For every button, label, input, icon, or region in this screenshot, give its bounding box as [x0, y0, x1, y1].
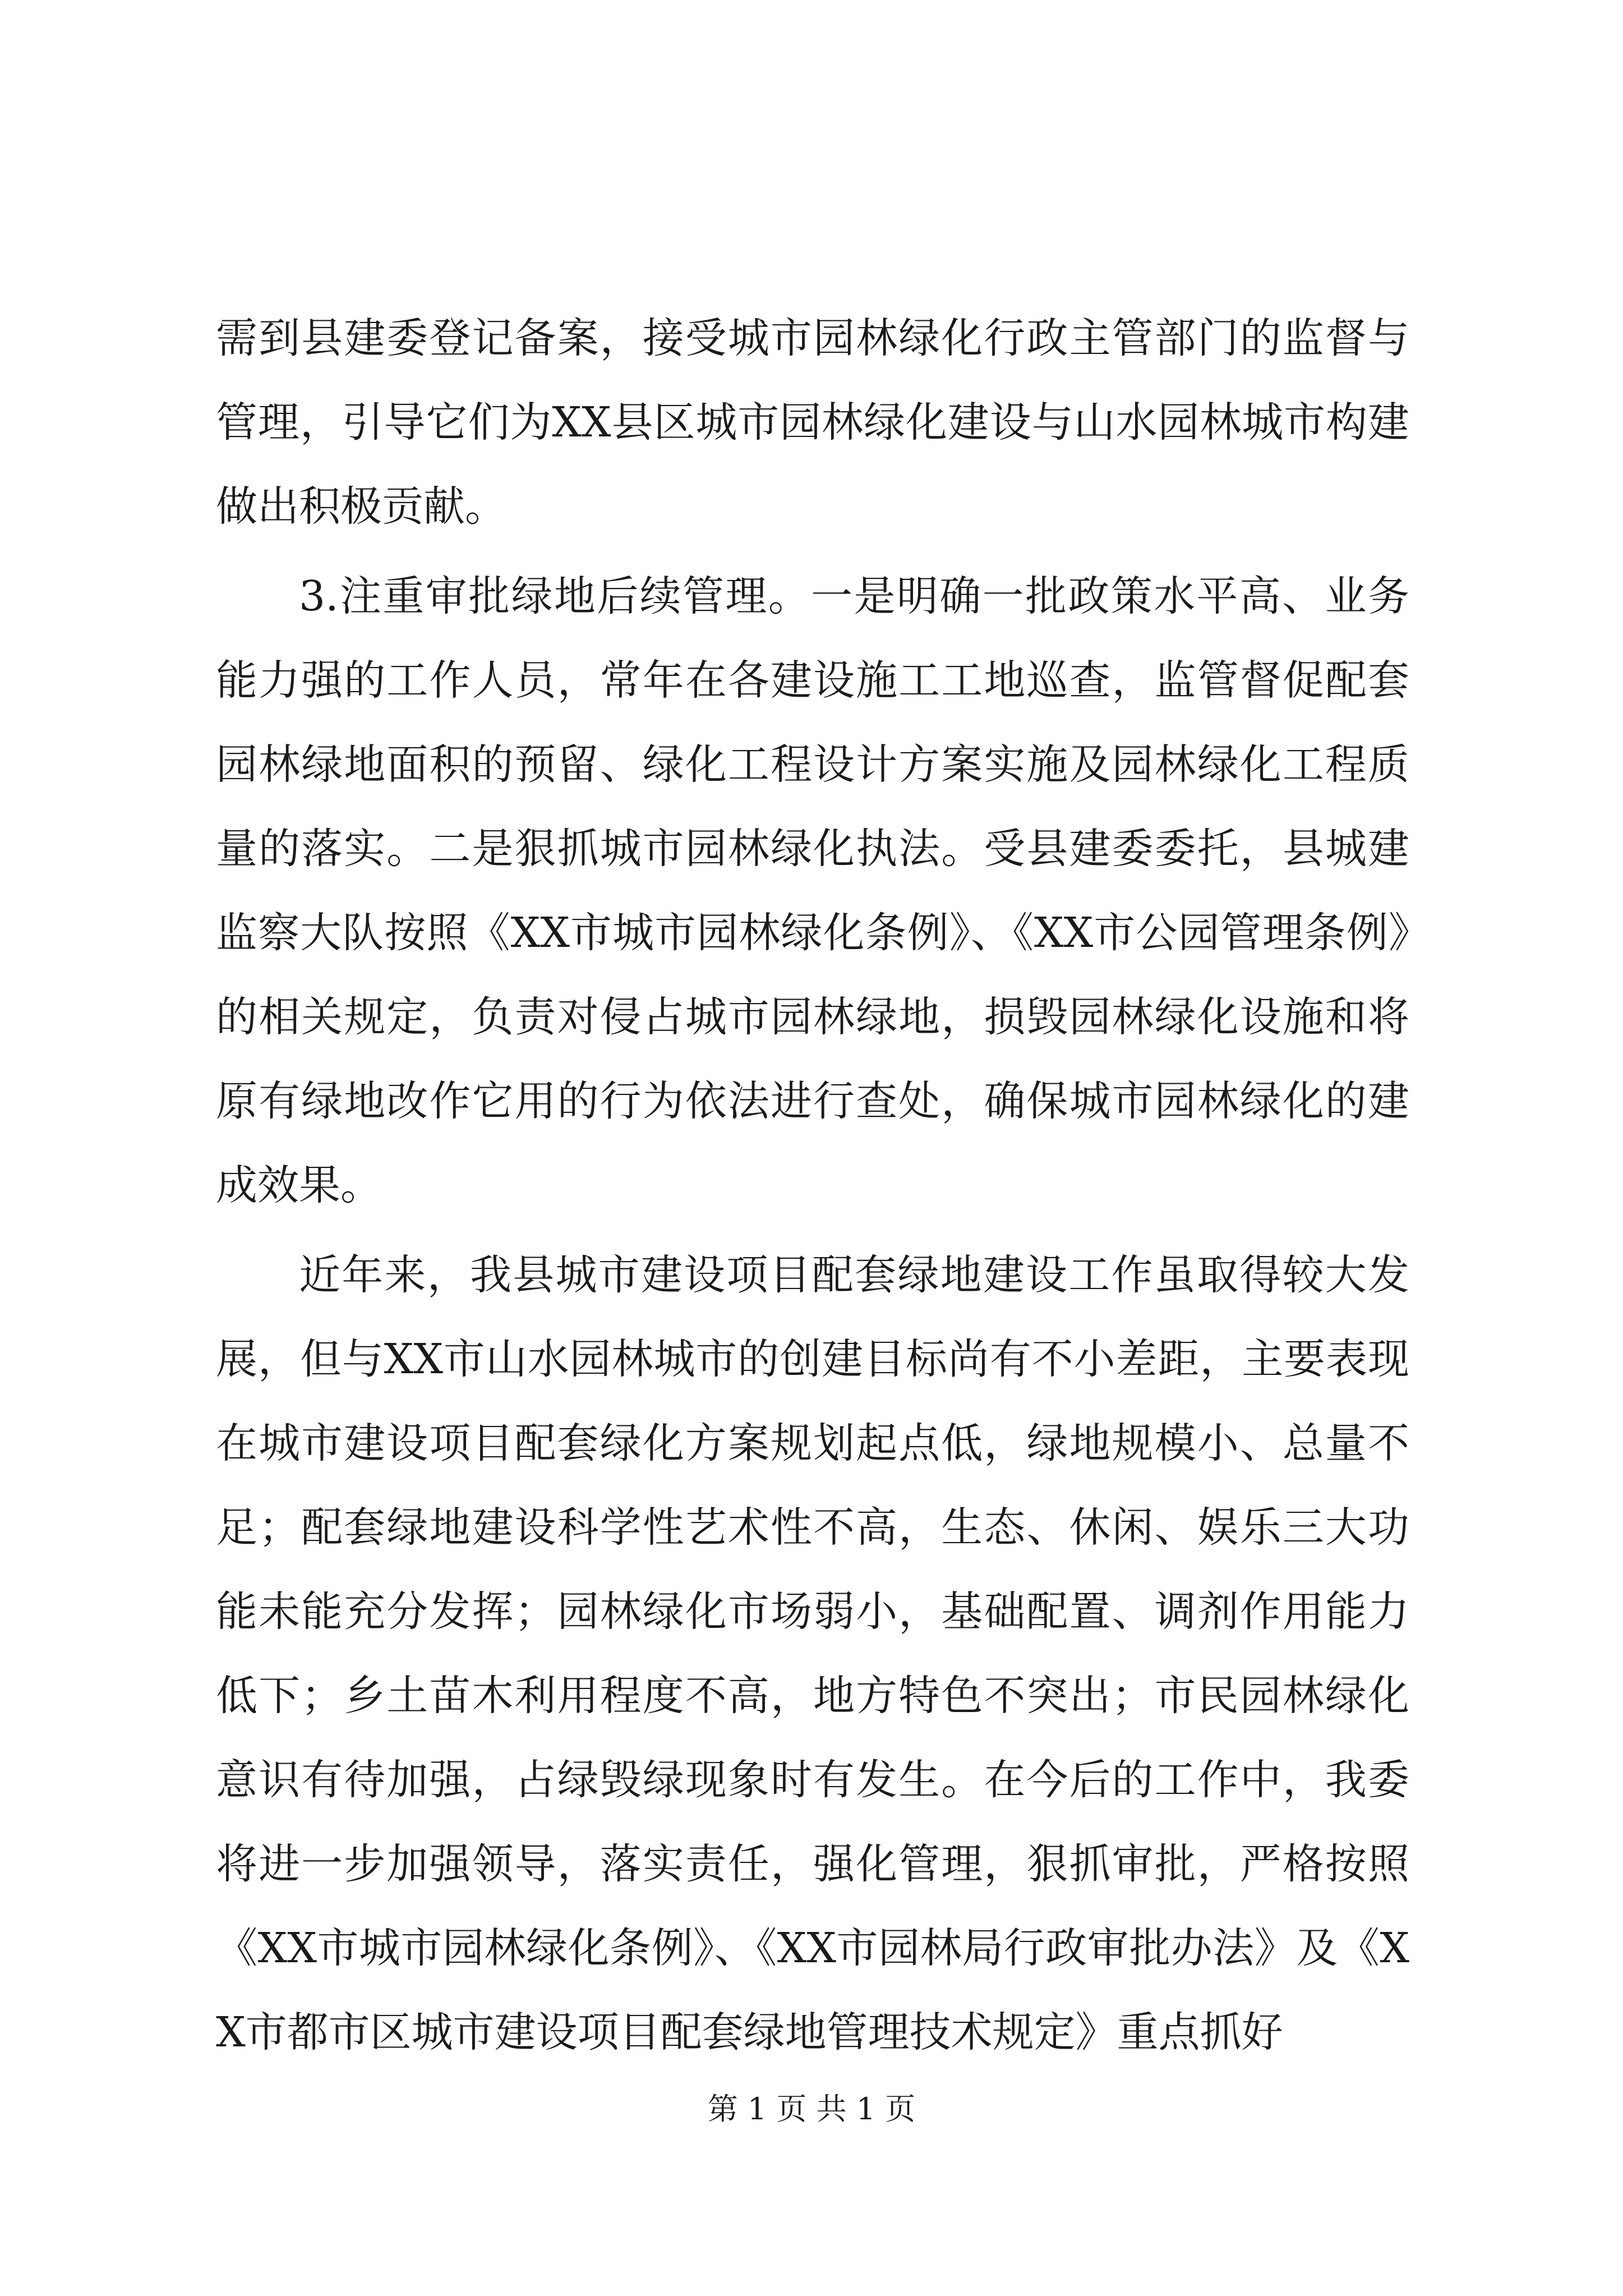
paragraph-1: 需到县建委登记备案，接受城市园林绿化行政主管部门的监督与管理，引导它们为XX县区城市园林绿化建设与山水园林城市构建做出积极贡献。: [216, 314, 1409, 531]
page-footer: 第 1 页 共 1 页: [707, 2091, 916, 2127]
paragraph-2: 3.注重审批绿地后续管理。一是明确一批政策水平高、业务能力强的工作人员，常年在各建设施工工地巡查，监管督促配套园林绿地面积的预留、绿化工程设计方案实施及园林绿化工程质量的落实。二是狠抓城市园林绿化执法。受县建委委托，县城建监察大队按照《XX市城市园林绿化条例》、《XX市公园管理条例》的相关规定，负责对侵占城市园林绿地，损毁园林绿化设施和将原有绿地改作它用的行为依法进行查处，确保城市园林绿化的建成效果。: [216, 572, 1409, 1209]
paragraph-3: 近年来，我县城市建设项目配套绿地建设工作虽取得较大发展，但与XX市山水园林城市的创建目标尚有不小差距，主要表现在城市建设项目配套绿化方案规划起点低，绿地规模小、总量不足；配套绿地建设科学性艺术性不高，生态、休闲、娱乐三大功能未能充分发挥；园林绿化市场弱小，基础配置、调剂作用能力低下；乡土苗木利用程度不高，地方特色不突出；市民园林绿化意识有待加强，占绿毁绿现象时有发生。在今后的工作中，我委将进一步加强领导，落实责任，强化管理，狠抓审批，严格按照《XX市城市园林绿化条例》、《XX市园林局行政审批办法》及《XX市都市区城市建设项目配套绿地管理技术规定》重点抓好: [216, 1251, 1409, 2056]
document-body: [216, 296, 1409, 2080]
